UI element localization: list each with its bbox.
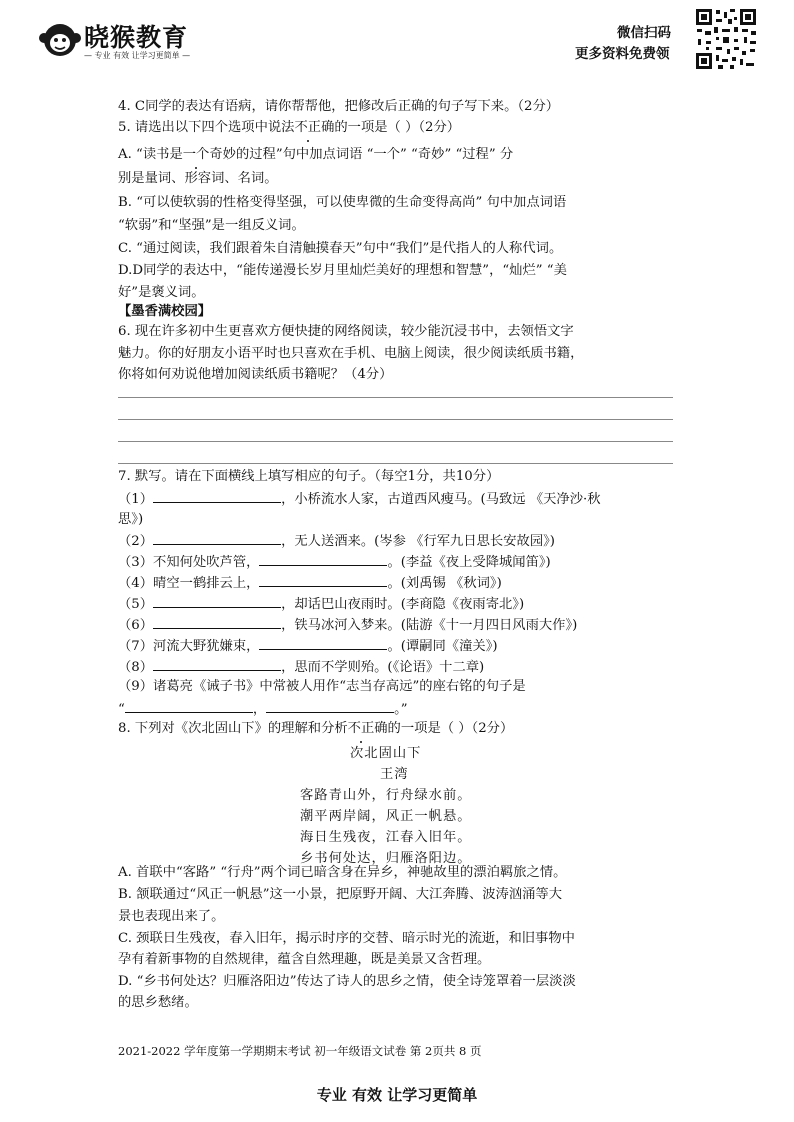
qr-code-icon[interactable]	[694, 7, 758, 71]
answer-blank[interactable]	[266, 698, 394, 713]
option-c: C. “通过阅读，我们跟着朱自清触摸春天”句中“我们”是代指人的人称代词。	[118, 241, 563, 256]
option-d-line-2: 好”是褒义词。	[118, 285, 205, 300]
answer-blank[interactable]	[153, 488, 281, 503]
q8-option-b-line-1: B. 颔联通过“风正一帆悬”这一小景，把原野开阔、大江奔腾、波涛汹涌等大	[118, 887, 563, 902]
question-7-item-1-cont: 思》)	[118, 512, 144, 527]
free-materials-text: 更多资料免费领	[575, 46, 670, 62]
question-7-item-2	[118, 530, 555, 552]
answer-blank[interactable]	[153, 593, 281, 608]
wechat-scan-text: 微信扫码	[617, 25, 671, 41]
option-a-rest: 过程”句中加点词语 “一个” “奇妙” “过程” 分	[249, 147, 514, 162]
quote-open: “	[118, 702, 125, 717]
emphasis-dots: 不正	[294, 118, 321, 138]
item-text: （4）晴空一鹤排云上，	[118, 576, 260, 591]
quote-close: 。”	[394, 702, 408, 717]
question-8-text: 8. 下列对《次北固山下》的理解和分析	[118, 721, 348, 736]
answer-line[interactable]	[118, 419, 673, 420]
answer-blank[interactable]	[153, 614, 281, 629]
poem-line: 客路青山外，行舟绿水前。	[300, 788, 472, 803]
exam-info-footer: 2021-2022 学年度第一学期期末考试 初一年级语文试卷 第 2页共 8 页	[118, 1044, 482, 1058]
poem-title: 次北固山下	[350, 746, 422, 761]
item-number: （5）	[118, 597, 154, 612]
q8-option-c-line-1: C. 颈联日生残夜，春入旧年，揭示时序的交替、暗示时光的流逝，和旧事物中	[118, 931, 575, 946]
option-b-line-1: B. “可以使软弱的性格变得坚强，可以使卑微的生命变得高尚” 句中加点词语	[118, 195, 567, 210]
question-7-item-9-blanks	[118, 698, 408, 720]
poem-line: 海日生残夜，江春入旧年。	[300, 830, 472, 845]
poem-line: 潮平两岸阔，风正一帆悬。	[300, 809, 472, 824]
question-8	[118, 719, 513, 739]
q8-option-c-line-2: 孕有着新事物的自然规律，蕴含自然理趣，既是美景又含哲理。	[118, 952, 491, 967]
item-text: ，小桥流水人家，古道西风瘦马。(马致远 《天净沙·秋	[281, 492, 601, 507]
option-a-line-2: 别是量词、形容词、名词。	[118, 171, 278, 186]
question-7-head: 7. 默写。请在下面横线上填写相应的句子。（每空1分，共10分）	[118, 469, 500, 484]
brand-tagline: — 专业 有效 让学习更简单 —	[84, 51, 191, 60]
answer-blank[interactable]	[153, 656, 281, 671]
question-5	[118, 118, 460, 138]
answer-line[interactable]	[118, 463, 673, 464]
slogan-footer: 专业 有效 让学习更简单	[316, 1086, 478, 1104]
emphasis-dots: 不正	[348, 719, 375, 739]
item-text: ，却话巴山夜雨时。(李商隐《夜雨寄北》)	[281, 597, 525, 612]
question-5-text-end: 确的一项是（ ）（2分）	[321, 120, 461, 135]
q8-option-d-line-2: 的思乡愁绪。	[118, 995, 198, 1010]
item-text: ，铁马冰河入梦来。(陆游《十一月四日风雨大作》)	[281, 618, 578, 633]
answer-blank[interactable]	[259, 551, 387, 566]
monkey-logo-icon	[38, 20, 82, 60]
answer-blank[interactable]	[125, 698, 253, 713]
option-a-word-2: 的	[235, 147, 250, 162]
item-number: （2）	[118, 534, 154, 549]
question-7-item-8	[118, 656, 484, 678]
question-7-item-9: （9）诸葛亮《诫子书》中常被人用作“志当存高远”的座右铭的句子是	[118, 679, 526, 694]
question-7-item-7	[118, 635, 498, 657]
question-7-item-1	[118, 488, 601, 510]
item-source: 。(刘禹锡 《秋词》)	[387, 576, 502, 591]
comma: ，	[252, 702, 267, 717]
question-7-item-5	[118, 593, 524, 615]
answer-blank[interactable]	[259, 572, 387, 587]
answer-line[interactable]	[118, 441, 673, 442]
item-text: ，思而不学则殆。(《论语》十二章)	[281, 660, 485, 675]
question-6-line-1: 6. 现在许多初中生更喜欢方便快捷的网络阅读，较少能沉浸书中，去领悟文字	[118, 324, 574, 339]
question-7-item-4	[118, 572, 502, 594]
question-5-text: 5. 请选出以下四个选项中说法	[118, 120, 295, 135]
answer-line[interactable]	[118, 397, 673, 398]
option-a-text: A. “读书是	[118, 147, 183, 162]
q8-option-a: A. 首联中“客路” “行舟”两个词已暗含身在异乡，神驰故里的漂泊羁旅之情。	[118, 865, 567, 880]
item-text: （3）不知何处吹芦管，	[118, 555, 260, 570]
question-6-line-2: 魅力。你的好朋友小语平时也只喜欢在手机、电脑上阅读，很少阅读纸质书籍，	[118, 346, 584, 361]
emphasis-dots: 一个	[183, 145, 210, 165]
option-a-line-1	[118, 145, 513, 165]
item-source: 。(李益《夜上受降城闻笛》)	[387, 555, 551, 570]
poem-author: 王湾	[380, 767, 409, 782]
brand-name: 晓猴教育	[84, 23, 189, 52]
item-text: （7）河流大野犹嫌束，	[118, 639, 260, 654]
answer-blank[interactable]	[153, 530, 281, 545]
option-b-line-2: “软弱”和“坚强”是一组反义词。	[118, 218, 305, 233]
question-4: 4. C同学的表达有语病，请你帮帮他，把修改后正确的句子写下来。（2分）	[118, 99, 560, 114]
section-title: 【墨香满校园】	[118, 304, 212, 319]
q8-option-d-line-1: D. “乡书何处达？归雁洛阳边”传达了诗人的思乡之情，使全诗笼罩着一层淡淡	[118, 974, 576, 989]
item-number: （1）	[118, 492, 154, 507]
q8-option-b-line-2: 景也表现出来了。	[118, 909, 225, 924]
question-7-item-6	[118, 614, 577, 636]
item-number: （8）	[118, 660, 154, 675]
item-number: （6）	[118, 618, 154, 633]
option-a-word: 奇妙	[209, 147, 236, 162]
question-6-line-3: 你将如何劝说他增加阅读纸质书籍呢？（4分）	[118, 367, 393, 382]
question-7-item-3	[118, 551, 551, 573]
question-8-text-end: 确的一项是（ ）（2分）	[374, 721, 514, 736]
item-source: 。(谭嗣同《潼关》)	[387, 639, 498, 654]
answer-blank[interactable]	[259, 635, 387, 650]
option-d-line-1: D.D同学的表达中，“能传递漫长岁月里灿烂美好的理想和智慧”，“灿烂” “美	[118, 263, 567, 278]
item-text: ，无人送酒来。(岑参 《行军九日思长安故园》)	[281, 534, 555, 549]
poem-line: 乡书何处达，归雁洛阳边。	[300, 851, 472, 866]
